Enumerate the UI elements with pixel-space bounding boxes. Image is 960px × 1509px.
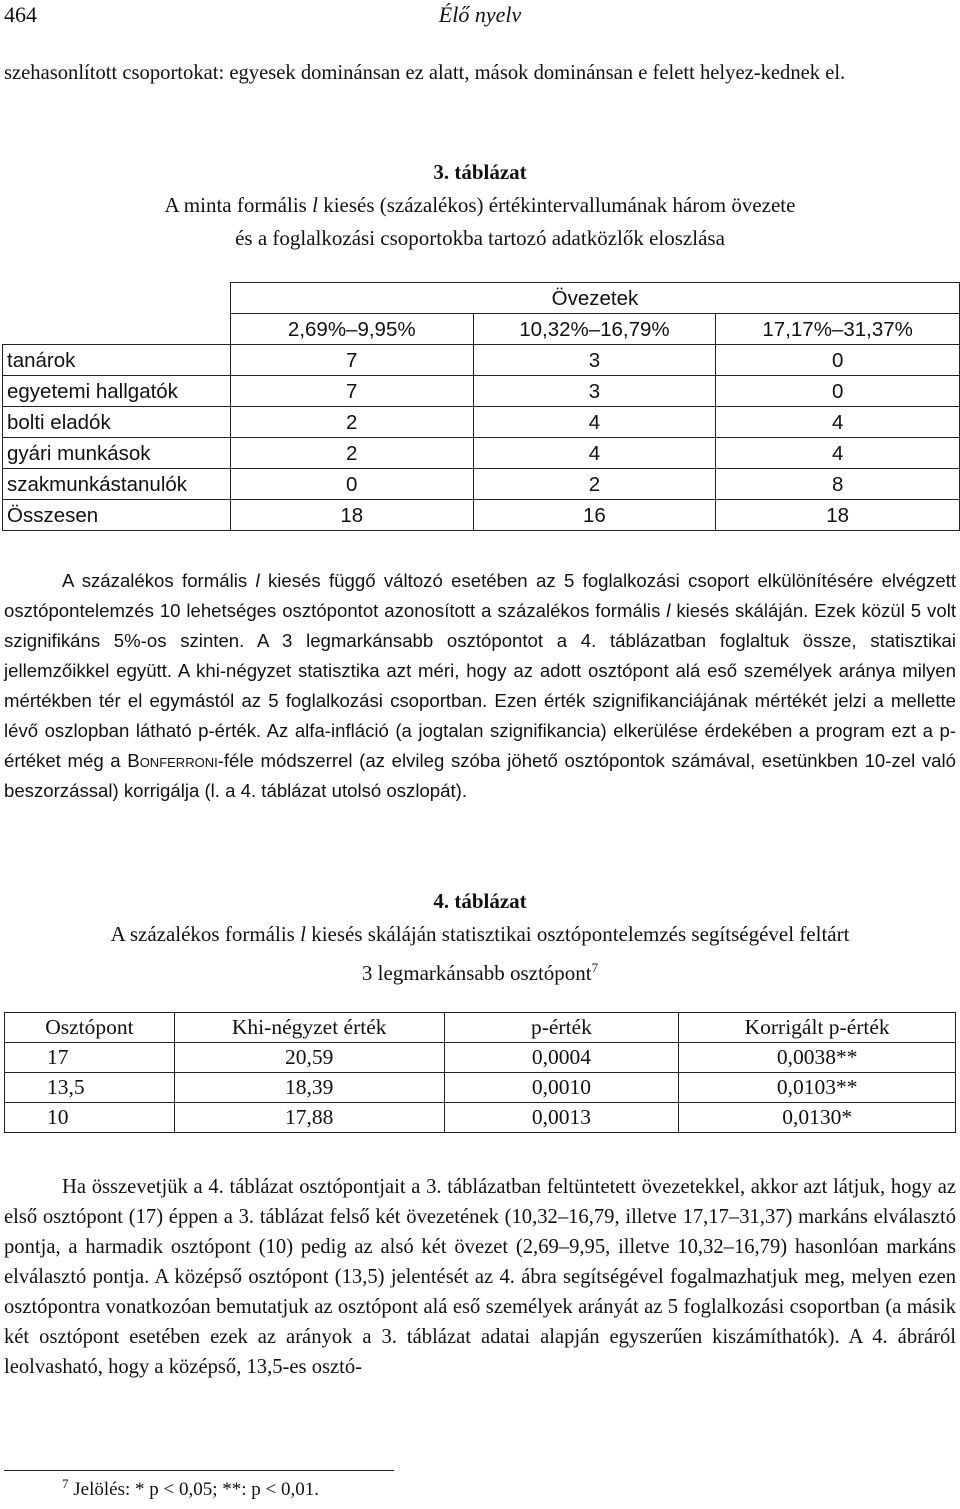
page-number: 464 [4, 2, 37, 27]
footnote [62, 1476, 319, 1501]
table3-column-header: 17,17%–31,37% [716, 314, 960, 345]
row-label: Összesen [3, 500, 231, 531]
table-cell: 18 [716, 500, 960, 531]
row-label: gyári munkások [3, 438, 231, 469]
table-row [3, 438, 960, 469]
table3-caption [0, 156, 960, 255]
intro-paragraph: szehasonlított csoportokat: egyesek dominánsan ez alatt, mások dominánsan e felett helyez-kednek el. [4, 62, 846, 84]
table4-column-header: Khi-négyzet érték [174, 1013, 444, 1043]
table-cell: 7 [230, 376, 473, 407]
page-header [4, 2, 956, 32]
table-cell: 2 [473, 469, 716, 500]
table-row [3, 407, 960, 438]
table-row [3, 469, 960, 500]
table-cell: 20,59 [174, 1043, 444, 1073]
row-label: szakmunkástanulók [3, 469, 231, 500]
table-cell: 13,5 [5, 1073, 175, 1103]
table-cell: 0,0004 [444, 1043, 679, 1073]
table-cell: 17,88 [174, 1103, 444, 1133]
table3-column-header: 2,69%–9,95% [230, 314, 473, 345]
table-row [5, 1043, 956, 1073]
row-label: tanárok [3, 345, 231, 376]
table-cell: 8 [716, 469, 960, 500]
footnote-ref: 7 [591, 960, 599, 975]
table-cell: 4 [473, 438, 716, 469]
table-cell: 10 [5, 1103, 175, 1133]
table-cell: 0,0038** [679, 1043, 956, 1073]
table-cell: 18,39 [174, 1073, 444, 1103]
table4-caption-line1: A százalékos formális l kiesés skáláján statisztikai osztópontelemzés segítségével feltárt [110, 922, 850, 946]
table4-column-header: p-érték [444, 1013, 679, 1043]
table4 [4, 1012, 956, 1133]
footnote-text: Jelölés: * p < 0,05; **: p < 0,01. [73, 1479, 319, 1500]
analysis-paragraph: A százalékos formális l kiesés függő változó esetében az 5 foglalkozási csoport elkülönítésére elvégzett osztópontelemzés 10 lehetséges osztópontot azonosított a százalékos formális l kiesés skáláján. Ezek közül 5 volt szignifikáns 5%-os szinten. A 3 legmarkánsabb osztópontot a 4. táblázatban foglaltuk össze, statisztikai jellemzőikkel együtt. A khi-négyzet statisztika azt méri, hogy az adott osztópont alá eső személyek aránya milyen mértékben tér el egymástól az 5 foglalkozási csoportban. Ezen érték szignifikanciájának mértékét jelzi a mellette lévő oszlopban látható p-érték. Az alfa-infláció (a jogtalan szignifikancia) elkerülése érdekében a program ezt a p-értéket még a Bonferroni-féle módszerrel (az elvileg szóba jöhető osztópontok számával, esetünkben 10-zel való beszorzással) korrigálja (l. a 4. táblázat utolsó oszlopát). [4, 570, 957, 801]
table-cell: 2 [230, 438, 473, 469]
table-cell: 3 [473, 376, 716, 407]
table-cell: 4 [716, 438, 960, 469]
table-cell: 4 [473, 407, 716, 438]
table3-caption-line2: és a foglalkozási csoportokba tartozó adatközlők eloszlása [235, 226, 725, 250]
table-row [5, 1103, 956, 1133]
table3-caption-line1: A minta formális l kiesés (százalékos) értékintervallumának három övezete [164, 193, 796, 217]
table-cell: 18 [230, 500, 473, 531]
footnote-number: 7 [62, 1476, 69, 1491]
table4-caption [0, 885, 960, 990]
footnote-divider [4, 1470, 394, 1471]
table-cell: 7 [230, 345, 473, 376]
table3-group-header: Övezetek [230, 283, 959, 314]
table-row [3, 345, 960, 376]
table4-header-row [5, 1013, 956, 1043]
table-cell: 17 [5, 1043, 175, 1073]
table3-corner [3, 283, 231, 345]
table-row [3, 500, 960, 531]
table-row [5, 1073, 956, 1103]
table-cell: 0,0130* [679, 1103, 956, 1133]
table4-caption-line2: 3 legmarkánsabb osztópont$^7$ [361, 960, 599, 985]
row-label: bolti eladók [3, 407, 231, 438]
table3-number: 3. táblázat [433, 160, 527, 184]
table4-column-header: Osztópont [5, 1013, 175, 1043]
table-cell: 0 [716, 376, 960, 407]
table3 [2, 282, 960, 531]
discussion-paragraph: Ha összevetjük a 4. táblázat osztópontjait a 3. táblázatban feltüntetett övezetekkel, akkor azt látjuk, hogy az első osztópont (17) éppen a 3. táblázat felső két övezetének (10,32–16,79, illetve 17,17–31,37) markáns elválasztó pontja, a harmadik osztópont (10) pedig az alsó két övezet (2,69–9,95, illetve 10,32–16,79) hasonlóan markáns elválasztó pontja. A középső osztópont (13,5) jelentését az 4. ábra segítségével fogalmazhatjuk meg, melyen ezen osztópontra vonatkozóan bemutatjuk az osztópont alá eső személyek arányát az 5 foglalkozási csoportban (a másik két osztópont esetében ezek az arányok a 3. táblázat adatai alapján egyszerűen kiszámíthatók). A 4. ábráról leolvasható, hogy a középső, 13,5-es osztó- [4, 1176, 956, 1378]
table-cell: 0,0010 [444, 1073, 679, 1103]
table-cell: 4 [716, 407, 960, 438]
table-cell: 0 [230, 469, 473, 500]
table-cell: 3 [473, 345, 716, 376]
table4-column-header: Korrigált p-érték [679, 1013, 956, 1043]
table-cell: 0 [716, 345, 960, 376]
running-title: Élő nyelv [438, 2, 522, 27]
table3-column-header: 10,32%–16,79% [473, 314, 716, 345]
table-cell: 16 [473, 500, 716, 531]
table-cell: 0,0013 [444, 1103, 679, 1133]
row-label: egyetemi hallgatók [3, 376, 231, 407]
table4-number: 4. táblázat [433, 889, 527, 913]
table-cell: 2 [230, 407, 473, 438]
table-cell: 0,0103** [679, 1073, 956, 1103]
table-row [3, 376, 960, 407]
